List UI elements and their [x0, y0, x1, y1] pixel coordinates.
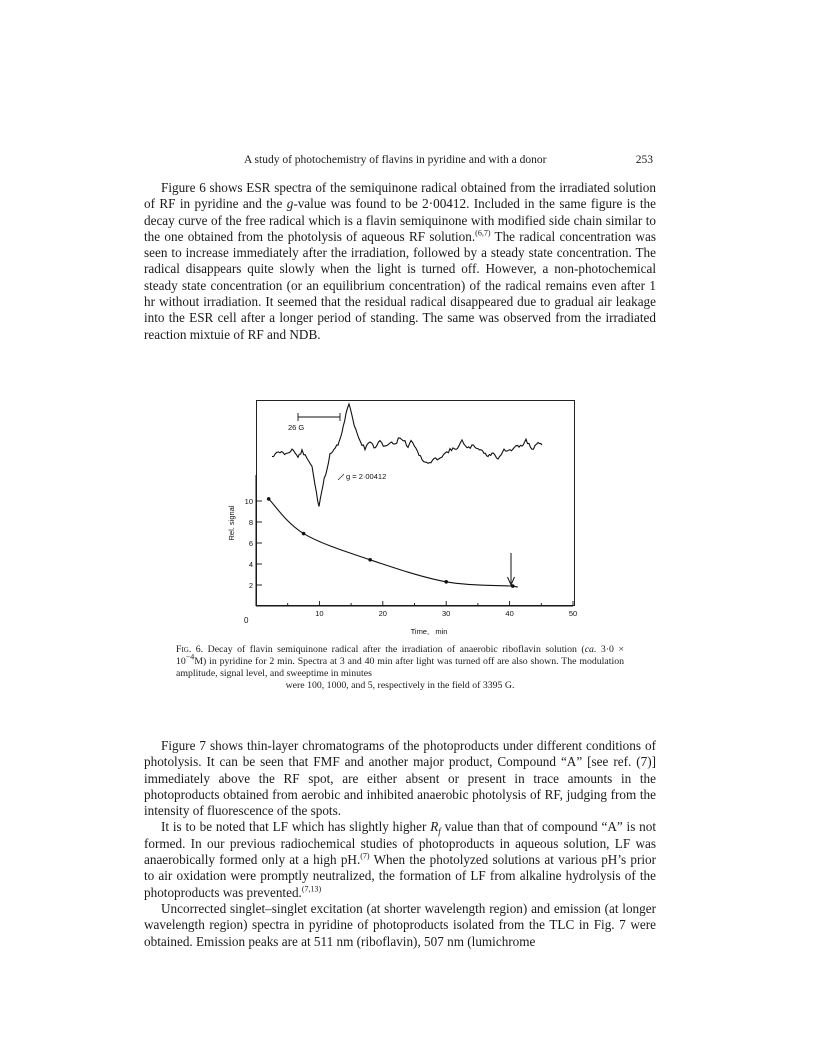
- caption-last-line: were 100, 1000, and 5, respectively in the field of 3395 G.: [285, 680, 515, 691]
- paragraph-3: [144, 819, 656, 900]
- page-number: 253: [635, 154, 653, 166]
- scale-bar: [298, 413, 340, 421]
- g-symbol: g: [286, 196, 294, 212]
- running-title: A study of photochemistry of flavins in pyridine and with a donor: [244, 154, 547, 166]
- text-run: value than that of compound “A” is not formed. In our previous radiochemical studies of photoproducts in aqueous solution, LF was anaerobically formed only at a high pH.: [144, 819, 657, 868]
- y-tick-label: 4: [248, 560, 253, 569]
- text-run: The radical concentration was seen to increase immediately after the irradiation, followed by a steady state concentration. The radical disappears quite slowly when the light is turned off. However, a non-photochemical steady state concentration (or an equilibrium concentration) of the radical remains even after 1 hr without irradiation. It seemed that the residual radical disappeared due to gradual air leakage into the ESR cell after a longer period of standing. The same was observed from the irradiated reaction mixtuie of RF and NDB.: [144, 228, 657, 342]
- paragraph-4: Uncorrected singlet–singlet excitation (at shorter wavelength region) and emission (at longer wavelength region) spectra in pyridine of photoproducts isolated from the TLC in Fig. 7 were obtained. Emission peaks are at 511 nm (riboflavin), 507 nm (lumichrome: [144, 900, 656, 949]
- text-run: When the photolyzed solutions at various pH’s prior to air oxidation were promptly neutralized, the formation of LF from alkaline hydrolysis of the photoproducts was prevented.: [144, 852, 656, 900]
- light-off-arrow: [508, 553, 515, 585]
- y-tick-label: 6: [248, 539, 253, 548]
- axis-tick-labels: [245, 497, 578, 618]
- y-tick-label: 2: [248, 581, 253, 590]
- caption-text: Decay of flavin semiquinone radical after the irradiation of anaerobic riboflavin solution (: [203, 644, 585, 655]
- decay-curve: [269, 499, 518, 587]
- reference-marker: (6,7): [475, 228, 491, 238]
- reference-marker: (7,13): [301, 884, 322, 894]
- caption-exponent: −4: [185, 652, 195, 662]
- x-tick-label: 50: [568, 609, 578, 618]
- x-tick-label: 30: [442, 609, 451, 618]
- running-head: [214, 154, 657, 170]
- text-run: -value was found to be 2·00412. Included in the same figure is the decay curve of the free radical which is a flavin semiquinone with modified side chain similar to the one obtained from the photolysis of aqueous RF solution.: [144, 196, 656, 244]
- caption-text: 3·0 × 10: [176, 644, 624, 667]
- x-tick-label: 40: [505, 609, 514, 618]
- x-origin-label: 0: [244, 616, 249, 625]
- decay-point: [267, 497, 271, 501]
- decay-point: [444, 580, 448, 584]
- y-axis-label: Rel. signal: [227, 505, 236, 541]
- decay-point: [368, 558, 372, 562]
- x-axis-label: Time, min: [410, 627, 448, 636]
- decay-point: [302, 532, 306, 536]
- text-run: It is to be noted that LF which has slightly higher: [161, 819, 431, 835]
- figure-caption: [176, 644, 624, 692]
- paragraphs-tlc: [144, 738, 656, 950]
- figure-svg: [222, 398, 578, 638]
- scale-bar-label: 26 G: [288, 423, 305, 432]
- paragraph-1: [144, 180, 656, 343]
- decay-points: [267, 497, 515, 588]
- g-value-label: g = 2·00412: [346, 472, 387, 481]
- y-tick-label: 10: [244, 497, 253, 506]
- text-run: Figure 6 shows ESR spectra of the semiquinone radical obtained from the irradiated solution of RF in pyridine and the: [144, 180, 656, 212]
- y-tick-label: 8: [248, 518, 253, 527]
- esr-spectrum-trace: [272, 404, 542, 507]
- rf-subscript: f: [438, 827, 441, 838]
- paragraph-esr-spectra: [144, 180, 656, 343]
- paragraph-2: Figure 7 shows thin-layer chromatograms of the photoproducts under different conditions of photolysis. It can be seen that FMF and another major product, Compound “A” [see ref. (7)] immediately above the RF spot, are either absent or present in trace amounts in the photoproducts obtained from aerobic and inhibited anaerobic photolysis of RF, judging from the intensity of fluorescence of the spots.: [144, 738, 656, 819]
- axis-ticks: [256, 501, 573, 606]
- x-tick-label: 10: [315, 609, 324, 618]
- figure-6: [222, 398, 578, 638]
- reference-marker: (7): [360, 851, 370, 861]
- caption-text: M) in pyridine for 2 min. Spectra at 3 and 40 min after light was turned off are also shown. The modulation amplitude, signal level, and sweeptime in minutes: [176, 656, 624, 679]
- caption-label: Fig. 6.: [176, 644, 204, 655]
- caption-ca: ca.: [584, 644, 597, 655]
- rf-symbol: R: [430, 819, 439, 835]
- g-value-marker: [338, 474, 344, 480]
- x-tick-label: 20: [378, 609, 387, 618]
- axes: [256, 475, 573, 606]
